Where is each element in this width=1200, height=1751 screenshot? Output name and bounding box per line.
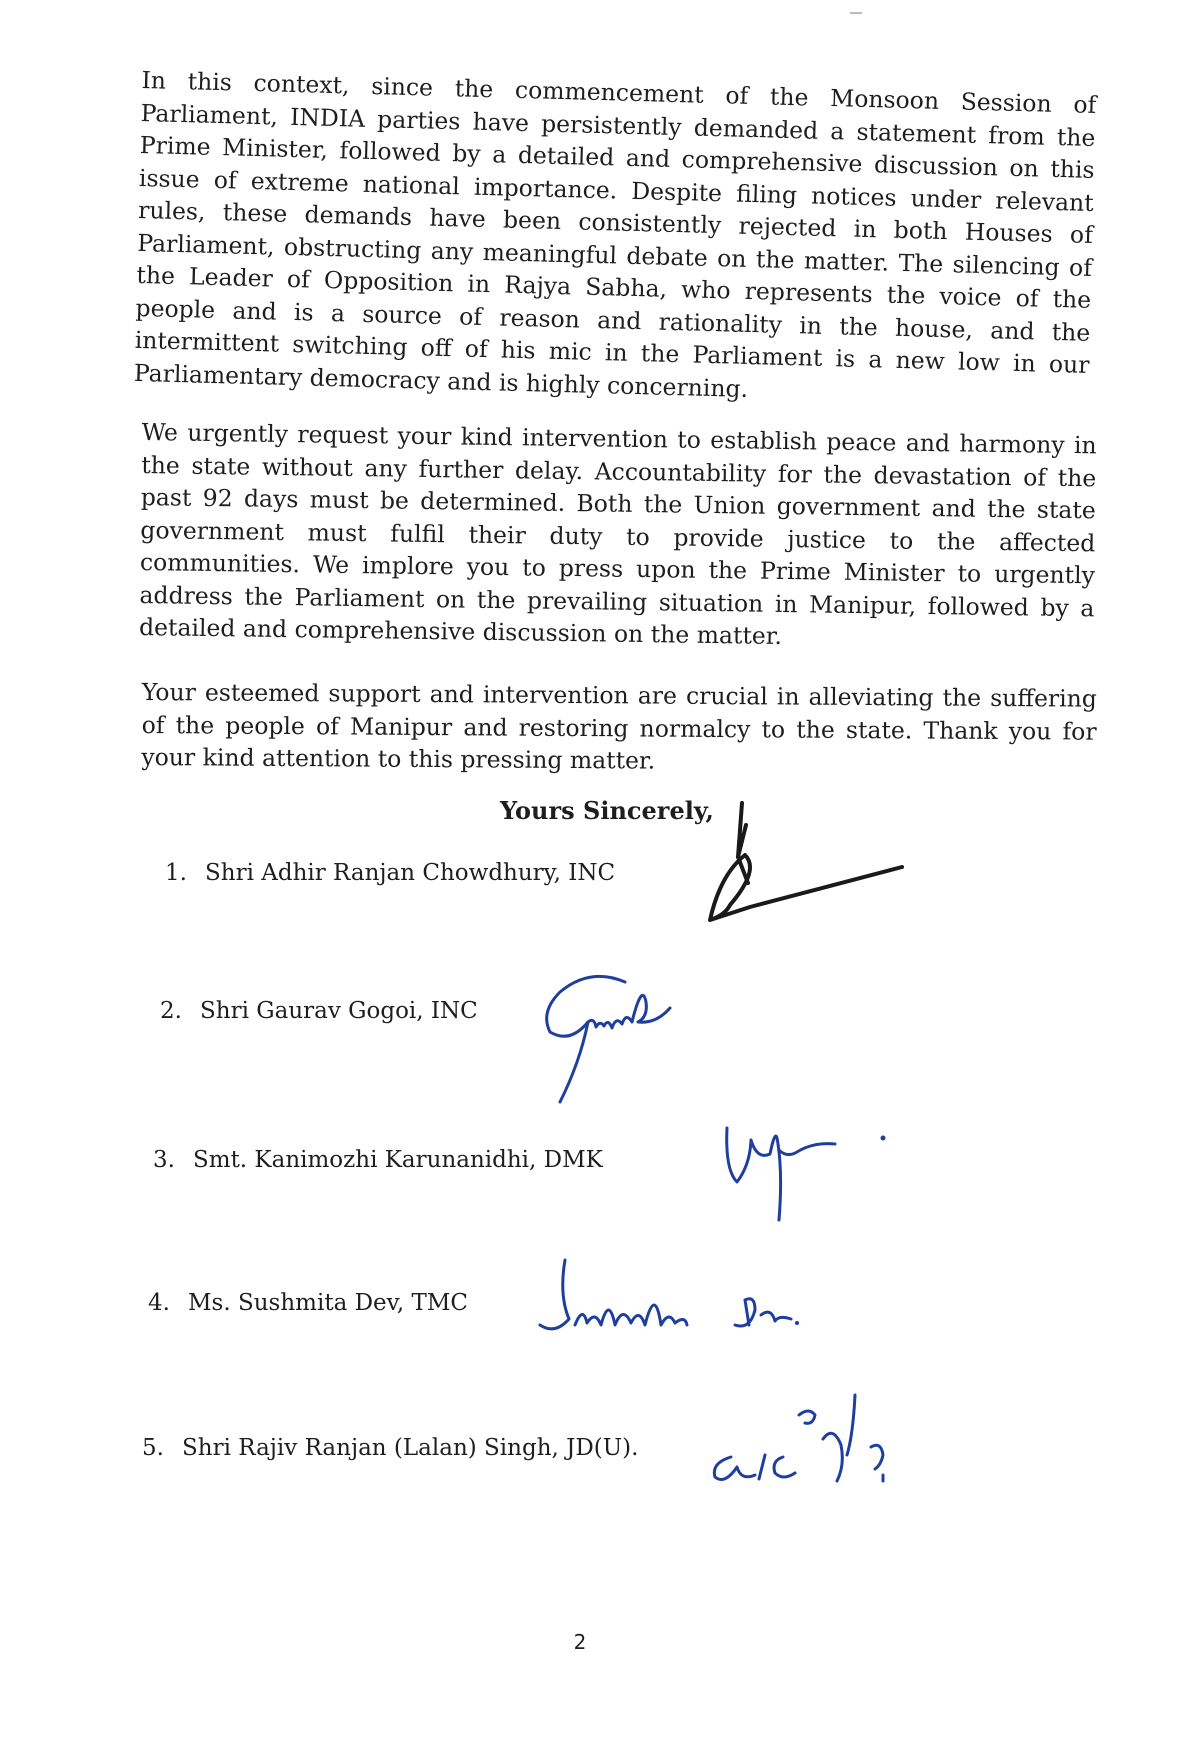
page-number: 2 — [573, 1630, 587, 1654]
signature-kanimozhi-karunanidhi — [715, 1110, 895, 1230]
signatory-number: 5. — [142, 1435, 164, 1461]
scan-mark — [850, 12, 862, 14]
signatory-row — [160, 998, 478, 1024]
paragraph-thanks: Your esteemed support and intervention are crucial in alleviating the suffering of the people of Manipur and restoring normalcy to the state. Thank you for your kind attention to this pressing matter. — [141, 677, 1097, 775]
signatory-name: Shri Adhir Ranjan Chowdhury, INC — [205, 860, 616, 886]
signatory-name: Ms. Sushmita Dev, TMC — [188, 1290, 469, 1316]
signature-adhir-ranjan-chowdhury — [690, 795, 910, 935]
signatory-row — [142, 1435, 638, 1461]
paragraph-context: In this context, since the commencement of the Monsoon Session of Parliament, INDIA parties have persistently demanded a statement from the Prime Minister, followed by a detailed and comprehensive discussion on this issue of extreme national importance. Despite filing notices under relevant rules, these demands have been consistently rejected in both Houses of Parliament, obstructing any meaningful debate on the matter. The silencing of the Leader of Opposition in Rajya Sabha, who represents the voice of the people and is a source of reason and rationality in the house, and the intermittent switching off of his mic in the Parliament is a new low in our Parliamentary democracy and is highly concerning. — [133, 65, 1097, 403]
signatory-name: Shri Rajiv Ranjan (Lalan) Singh, JD(U). — [182, 1435, 639, 1461]
signatory-row — [148, 1290, 468, 1316]
signature-rajiv-ranjan-singh — [705, 1385, 905, 1495]
signatory-name: Shri Gaurav Gogoi, INC — [200, 998, 478, 1024]
signatory-row — [153, 1147, 603, 1173]
signature-gaurav-gogoi — [530, 962, 710, 1112]
signatory-row — [165, 860, 615, 886]
signatory-name: Smt. Kanimozhi Karunanidhi, DMK — [193, 1147, 603, 1173]
signatory-number: 2. — [160, 998, 182, 1024]
signatory-number: 3. — [153, 1147, 175, 1173]
paragraph-request: We urgently request your kind intervention to establish peace and harmony in the state without any further delay. Accountability for the devastation of the past 92 days must be determined. Both the Union government and the state government must fulfil their duty to provide justice to the affected communities. We implore you to press upon the Prime Minister to urgently address the Parliament on the prevailing situation in Manipur, followed by a detailed and comprehensive discussion on the matter. — [138, 417, 1097, 650]
closing-salutation: Yours Sincerely, — [500, 796, 714, 825]
signatory-number: 4. — [148, 1290, 170, 1316]
signature-sushmita-dev — [535, 1255, 845, 1355]
signatory-number: 1. — [165, 860, 187, 886]
